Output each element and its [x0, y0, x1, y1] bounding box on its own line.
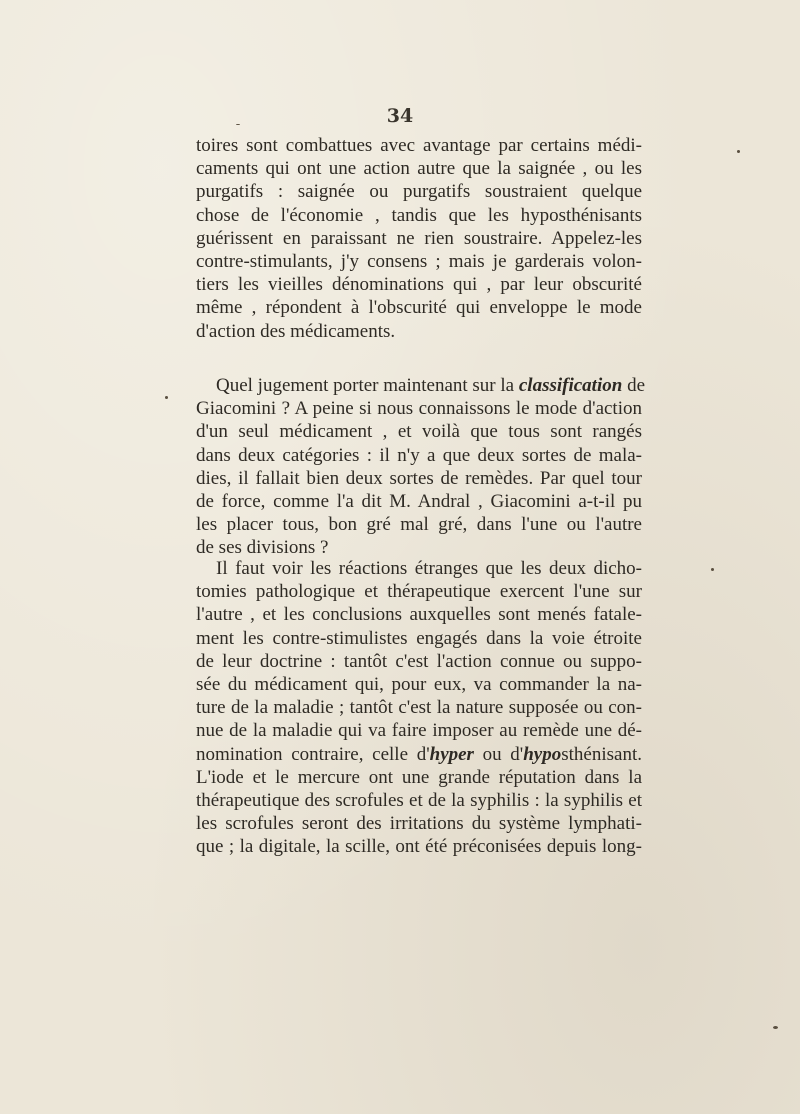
paper-speck [165, 396, 168, 399]
text-line: purgatifs : saignée ou purgatifs soustraient quelque [196, 181, 642, 203]
text-line: d'un seul médicament , et voilà que tous sont rangés [196, 421, 642, 443]
text-line: Il faut voir les réactions étranges que les deux dicho- [216, 558, 642, 579]
text-line: les placer tous, bon gré mal gré, dans l'une ou l'autre [196, 514, 642, 536]
text-line: L'iode et le mercure ont une grande réputation dans la [196, 766, 642, 788]
text-line: ture de la maladie ; tantôt c'est la nature supposée ou con- [196, 697, 642, 719]
text-line [196, 743, 642, 766]
paper-speck [711, 568, 714, 571]
text-line: que ; la digitale, la scille, ont été préconisées depuis long- [196, 836, 642, 858]
paragraph-2 [196, 374, 645, 560]
paragraph-1 [196, 134, 642, 343]
emphasis-hyper: hyper [429, 743, 474, 765]
text-line: caments qui ont une action autre que la saignée , ou les [196, 158, 642, 180]
text-line: d'action des médicaments. [196, 320, 396, 342]
text-line: toires sont combattues avec avantage par certains médi- [196, 135, 642, 156]
text-line: Giacomini ? A peine si nous connaissons le mode d'action [196, 398, 642, 420]
text-line: même , répondent à l'obscurité qui enveloppe le mode [196, 297, 642, 319]
text-fragment: sthénisant. [561, 743, 642, 765]
text-fragment: Quel jugement porter maintenant sur la [216, 375, 519, 396]
paper-speck [236, 124, 240, 125]
emphasis-hypo: hypo [523, 743, 562, 765]
text-line: dans deux catégories : il n'y a que deux sortes de mala- [196, 444, 642, 466]
text-line: dies, il fallait bien deux sortes de remèdes. Par quel tour [196, 467, 642, 489]
text-line [196, 374, 645, 397]
paper-speck [737, 150, 740, 153]
paper-speck [773, 1026, 778, 1029]
text-fragment: nomination contraire, celle d' [196, 743, 430, 765]
text-fragment: ou d' [473, 743, 524, 765]
text-line: tomies pathologique et thérapeutique exercent l'une sur [196, 581, 642, 603]
text-line: de ses divisions ? [196, 537, 329, 559]
text-line: ment les contre-stimulistes engagés dans la voie étroite [196, 627, 642, 649]
text-line: chose de l'économie , tandis que les hyposthénisants [196, 204, 642, 226]
paragraph-3 [196, 557, 642, 859]
text-line: guérissent en paraissant ne rien soustraire. Appelez-les [196, 227, 642, 249]
text-line: contre-stimulants, j'y consens ; mais je garderais volon- [196, 251, 642, 273]
text-line: l'autre , et les conclusions auxquelles sont menés fatale- [196, 604, 642, 626]
text-line: tiers les vieilles dénominations qui , par leur obscurité [196, 274, 642, 296]
emphasis-classification: classification [518, 375, 623, 396]
text-line: les scrofules seront des irritations du système lymphati- [196, 813, 642, 835]
text-line: thérapeutique des scrofules et de la syphilis : la syphilis et [196, 790, 642, 812]
text-line: de force, comme l'a dit M. Andral , Giacomini a-t-il pu [196, 491, 642, 513]
page-number: 34 [386, 105, 414, 127]
text-line: sée du médicament qui, pour eux, va commander la na- [196, 674, 642, 696]
text-line: de leur doctrine : tantôt c'est l'action connue ou suppo- [196, 650, 642, 672]
text-fragment: de [622, 375, 645, 396]
text-line: nue de la maladie qui va faire imposer au remède une dé- [196, 720, 642, 742]
